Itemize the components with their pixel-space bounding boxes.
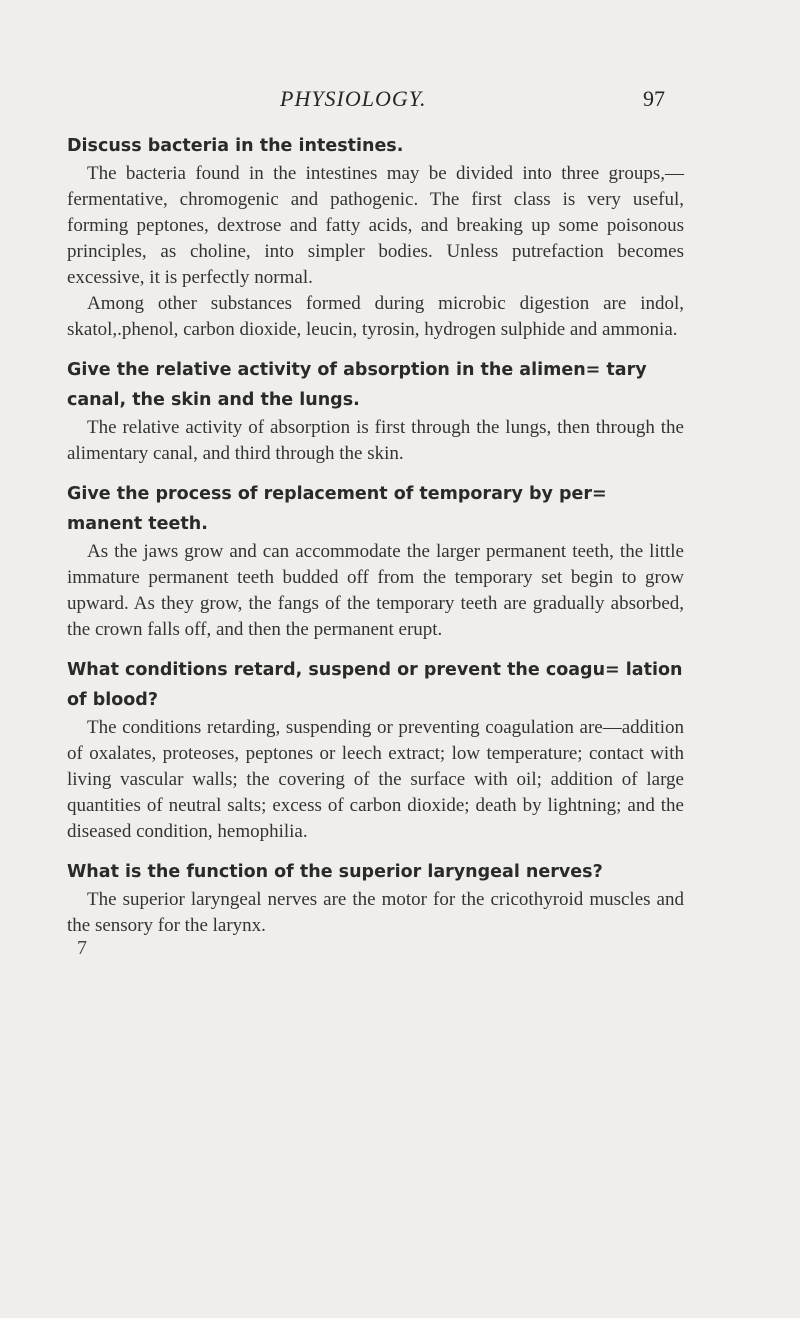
question-heading: What conditions retard, suspend or prevent the coagu= lation of blood? [67, 660, 683, 710]
qa-block [67, 655, 684, 845]
page-content [67, 131, 684, 957]
answer-paragraph: Among other substances formed during microbic digestion are indol, skatol,.phenol, carbon dioxide, leucin, tyrosin, hydrogen sulphide and ammonia. [67, 293, 684, 340]
running-title: PHYSIOLOGY. [280, 86, 427, 111]
page-number: 97 [643, 86, 665, 111]
answer-paragraph: The superior laryngeal nerves are the motor for the cricothyroid muscles and the sensory for the larynx. [67, 889, 684, 936]
question-heading: Give the relative activity of absorption in the alimen= tary canal, the skin and the lungs. [67, 360, 647, 410]
question-heading: Give the process of replacement of temporary by per= manent teeth. [67, 484, 607, 534]
answer-text [67, 161, 684, 343]
answer-paragraph: The bacteria found in the intestines may be divided into three groups,—fermentative, chromogenic and pathogenic. The first class is very useful, forming peptones, dextrose and fatty acids, and breaking up some poisonous principles, as choline, into simpler bodies. Unless putrefaction becomes excessive, it is perfectly normal. [67, 163, 684, 288]
answer-text [67, 887, 684, 939]
page-header [280, 86, 665, 118]
answer-text [67, 415, 684, 467]
question-heading: What is the function of the superior laryngeal nerves? [67, 862, 603, 882]
qa-block [67, 479, 684, 643]
answer-paragraph: The conditions retarding, suspending or preventing coagulation are—addition of oxalates, proteoses, peptones or leech extract; low temperature; contact with living vascular walls; the covering of the surface with oil; addition of large quantities of neutral salts; excess of carbon dioxide; death by lightning; and the diseased condition, hemophilia. [67, 717, 684, 842]
qa-block [67, 857, 684, 939]
qa-block [67, 355, 684, 467]
signature-mark: 7 [77, 937, 87, 959]
answer-text [67, 715, 684, 845]
answer-text [67, 539, 684, 643]
question-heading: Discuss bacteria in the intestines. [67, 136, 404, 156]
qa-block [67, 131, 684, 343]
answer-paragraph: The relative activity of absorption is first through the lungs, then through the alimentary canal, and third through the skin. [67, 417, 684, 464]
answer-paragraph: As the jaws grow and can accommodate the larger permanent teeth, the little immature permanent teeth budded off from the temporary set begin to grow upward. As they grow, the fangs of the temporary teeth are gradually absorbed, the crown falls off, and then the permanent erupt. [67, 541, 684, 640]
